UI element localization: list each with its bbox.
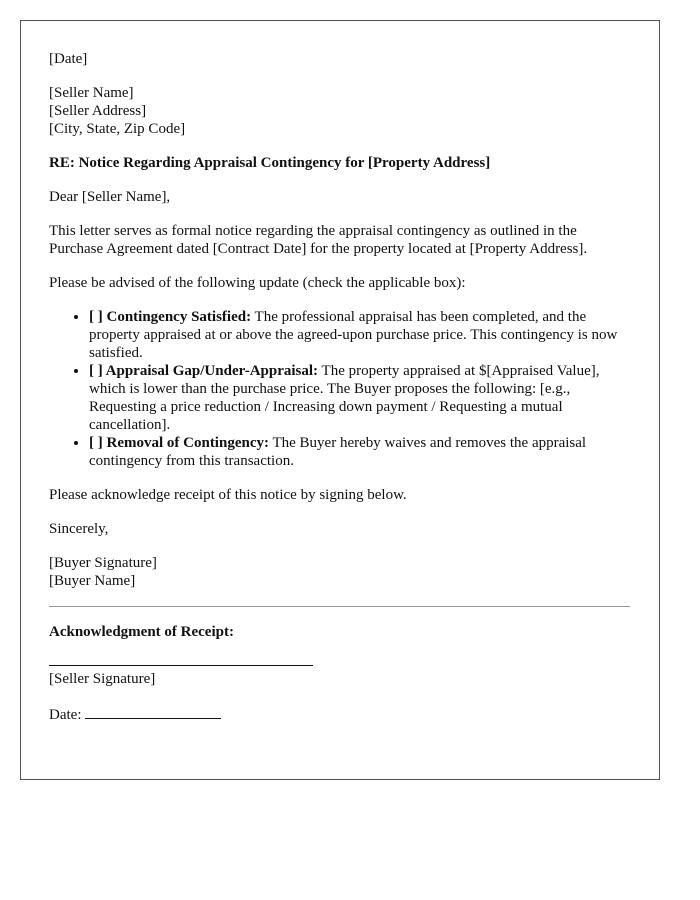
acknowledge-request: Please acknowledge receipt of this notice by signing below. xyxy=(49,487,407,503)
option-label: [ ] Contingency Satisfied: xyxy=(89,309,252,325)
seller-signature-label: [Seller Signature] xyxy=(49,671,156,687)
option-text: The professional appraisal has been completed, and the property appraised at or above the agreed-upon purchase price. This contingency is now satisfied. xyxy=(89,309,618,361)
buyer-signature: [Buyer Signature] xyxy=(49,555,157,571)
option-appraisal-gap xyxy=(89,362,630,434)
recipient-address-block xyxy=(49,84,630,138)
buyer-name: [Buyer Name] xyxy=(49,573,136,589)
closing: Sincerely, xyxy=(49,521,109,537)
option-removal-of-contingency xyxy=(89,434,630,470)
option-text: The Buyer hereby waives and removes the appraisal contingency from this transaction. xyxy=(89,435,587,469)
option-label: [ ] Removal of Contingency: xyxy=(89,435,269,451)
date-blank-line xyxy=(85,704,221,719)
option-contingency-satisfied xyxy=(89,308,630,362)
seller-signature-line xyxy=(49,665,313,666)
section-divider xyxy=(49,606,630,607)
subject-line: RE: Notice Regarding Appraisal Contingency for [Property Address] xyxy=(49,155,491,171)
acknowledgment-title: Acknowledgment of Receipt: xyxy=(49,624,234,640)
salutation: Dear [Seller Name], xyxy=(49,189,171,205)
letter-document xyxy=(20,20,660,780)
seller-city-state-zip: [City, State, Zip Code] xyxy=(49,121,186,137)
update-options-list xyxy=(49,308,630,470)
seller-address: [Seller Address] xyxy=(49,103,147,119)
option-text: The property appraised at $[Appraised Value], which is lower than the purchase price. The Buyer proposes the following: [e.g., Requesting a price reduction / Increasing down payment / Requesting a mutual cancellation]. xyxy=(89,363,600,433)
date-row xyxy=(49,704,630,724)
instruction-paragraph: Please be advised of the following update (check the applicable box): xyxy=(49,275,466,291)
intro-paragraph: This letter serves as formal notice regarding the appraisal contingency as outlined in the Purchase Agreement dated [Contract Date] for the property located at [Property Address]. xyxy=(49,223,588,257)
option-label: [ ] Appraisal Gap/Under-Appraisal: xyxy=(89,363,319,379)
buyer-signature-block xyxy=(49,554,630,590)
date-label: Date: xyxy=(49,707,86,723)
letter-date: [Date] xyxy=(49,51,88,67)
seller-name: [Seller Name] xyxy=(49,85,134,101)
